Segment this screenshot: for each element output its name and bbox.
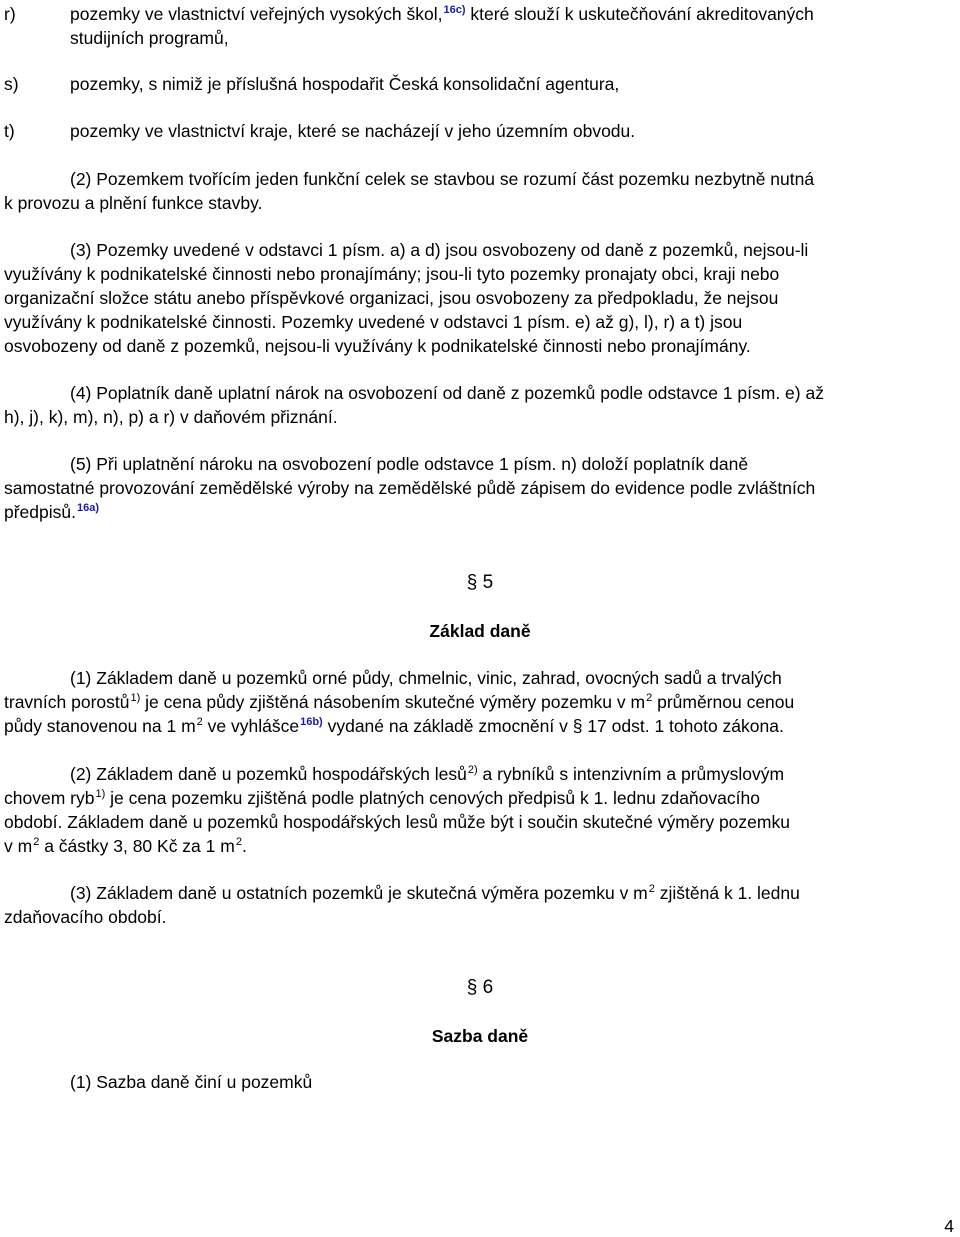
- sec5-para2-line-1: [70, 764, 784, 784]
- text: ve vyhlášce: [202, 716, 300, 736]
- sec5-para2-line-3: období. Základem daně u pozemků hospodářských lesů může být i součin skutečné výměry pozemku: [4, 812, 790, 832]
- superscript: 2: [196, 716, 203, 728]
- item-label-r: r): [4, 4, 16, 24]
- para3-line-1: (3) Pozemky uvedené v odstavci 1 písm. a) a d) jsou osvobozeny od daně z pozemků, nejsou-li: [70, 240, 809, 260]
- text: vydané na základě zmocnění v § 17 odst. 1 tohoto zákona.: [322, 716, 784, 736]
- sec5-para3-line-1: [70, 883, 800, 903]
- item-label-t: t): [4, 121, 15, 141]
- item-r-line-2: studijních programů,: [70, 28, 229, 48]
- sec5-para2-line-2: [4, 788, 760, 808]
- para3-line-5: osvobozeny od daně z pozemků, nejsou-li využívány k podnikatelské činnosti nebo pronajímány.: [4, 336, 751, 356]
- superscript: 2: [646, 692, 653, 704]
- text: (2) Základem daně u pozemků hospodářských lesů: [70, 764, 467, 784]
- footnote-link-16c[interactable]: 16c): [443, 4, 466, 16]
- sec5-para1-line-3: [4, 716, 784, 736]
- item-label-s: s): [4, 74, 19, 94]
- item-r-text-cont: které slouží k uskutečňování akreditovaných: [465, 4, 814, 24]
- para5-line-2: samostatné provozování zemědělské výroby na zemědělské půdě zápisem do evidence podle zvláštních: [4, 478, 816, 498]
- para3-line-4: využívány k podnikatelské činnosti. Pozemky uvedené v odstavci 1 písm. e) až g), l), r) a t) jsou: [4, 312, 743, 332]
- item-s-text: pozemky, s nimiž je příslušná hospodařit Česká konsolidační agentura,: [70, 74, 620, 94]
- sec6-para1-line-1: (1) Sazba daně činí u pozemků: [70, 1072, 313, 1092]
- text: je cena pozemku zjištěná podle platných cenových předpisů k 1. lednu zdaňovacího: [105, 788, 760, 808]
- section-6-title: Sazba daně: [431, 1026, 529, 1046]
- section-5-title: Základ daně: [429, 621, 531, 641]
- text: a rybníků s intenzivním a průmyslovým: [477, 764, 785, 784]
- section-6-mark: § 6: [466, 977, 494, 998]
- page-number: 4: [944, 1216, 954, 1236]
- item-r-text: pozemky ve vlastnictví veřejných vysokých škol,: [70, 4, 443, 24]
- sec5-para1-line-2: [4, 692, 794, 712]
- footnote-link-16a[interactable]: 16a): [77, 502, 100, 514]
- text: zjištěná k 1. lednu: [654, 883, 800, 903]
- text: travních porostů: [4, 692, 130, 712]
- text: je cena půdy zjištěná násobením skutečné výměry pozemku v m: [140, 692, 646, 712]
- text: půdy stanovenou na 1 m: [4, 716, 196, 736]
- superscript: 2: [33, 836, 40, 848]
- footnote-ref: 2): [467, 764, 478, 776]
- para3-line-3: organizační složce státu anebo příspěvkové organizaci, jsou osvobozeny za předpokladu, že nejsou: [4, 288, 779, 308]
- text: průměrnou cenou: [652, 692, 795, 712]
- text: a částky 3, 80 Kč za 1 m: [39, 836, 235, 856]
- sec5-para3-line-2: zdaňovacího období.: [4, 907, 167, 927]
- para3-line-2: využívány k podnikatelské činnosti nebo pronajímány; jsou-li tyto pozemky pronajaty obci, kraji nebo: [4, 264, 780, 284]
- footnote-ref: 1): [95, 788, 106, 800]
- text: chovem ryb: [4, 788, 95, 808]
- section-5-mark: § 5: [466, 572, 494, 593]
- para4-line-1: (4) Poplatník daně uplatní nárok na osvobození od daně z pozemků podle odstavce 1 písm. e) až: [70, 383, 824, 403]
- superscript: 2: [235, 836, 242, 848]
- sec5-para1-line-1: (1) Základem daně u pozemků orné půdy, chmelnic, vinic, zahrad, ovocných sadů a trvalých: [70, 668, 782, 688]
- para4-line-2: h), j), k), m), n), p) a r) v daňovém přiznání.: [4, 407, 338, 427]
- text: .: [241, 836, 247, 856]
- superscript: 2: [648, 883, 655, 895]
- sec5-para2-line-4: [4, 836, 247, 856]
- footnote-ref: 1): [130, 692, 141, 704]
- item-r-line-1: [70, 4, 814, 24]
- text: (3) Základem daně u ostatních pozemků je skutečná výměra pozemku v m: [70, 883, 648, 903]
- footnote-link-16b[interactable]: 16b): [300, 716, 323, 728]
- para5-line-3: [4, 502, 99, 522]
- item-t-text: pozemky ve vlastnictví kraje, které se nacházejí v jeho územním obvodu.: [70, 121, 636, 141]
- para5-line-1: (5) Při uplatnění nároku na osvobození podle odstavce 1 písm. n) doloží poplatník daně: [70, 454, 749, 474]
- para2-line-2: k provozu a plnění funkce stavby.: [4, 193, 263, 213]
- text: v m: [4, 836, 33, 856]
- para5-text: předpisů.: [4, 502, 76, 522]
- para2-line-1: (2) Pozemkem tvořícím jeden funkční celek se stavbou se rozumí část pozemku nezbytně nutná: [70, 169, 815, 189]
